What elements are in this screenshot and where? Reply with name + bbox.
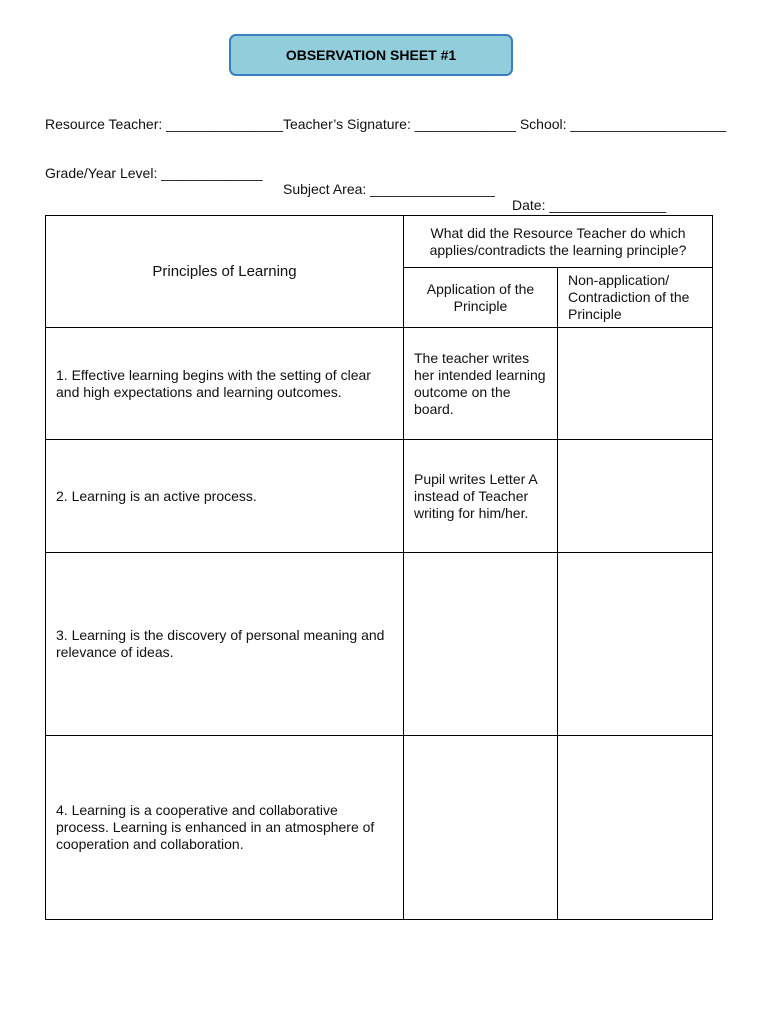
table-row: [46, 736, 713, 920]
principle-cell: 2. Learning is an active process.: [46, 440, 404, 553]
table-row: [46, 328, 713, 440]
table-row: [46, 553, 713, 736]
date-field: Date: _______________: [512, 197, 667, 213]
principle-cell: 1. Effective learning begins with the setting of clear and high expectations and learning outcomes.: [46, 328, 404, 440]
header-fields-row-1: [45, 116, 726, 132]
teacher-signature-field: Teacher’s Signature: _____________: [282, 116, 516, 132]
non-application-cell: [558, 736, 713, 920]
principles-header: Principles of Learning: [46, 216, 404, 328]
resource-teacher-field: Resource Teacher: _______________: [45, 116, 283, 132]
non-application-cell: [558, 553, 713, 736]
application-cell: Pupil writes Letter A instead of Teacher writing for him/her.: [404, 440, 558, 553]
grade-level-field: Grade/Year Level: _____________: [45, 165, 263, 181]
application-cell: [404, 736, 558, 920]
observation-table: [45, 215, 713, 920]
application-header: Application of the Principle: [404, 268, 558, 328]
header-fields-row-2: [45, 149, 725, 213]
sheet-title: OBSERVATION SHEET #1: [229, 34, 513, 76]
non-application-cell: [558, 440, 713, 553]
principle-cell: 3. Learning is the discovery of personal meaning and relevance of ideas.: [46, 553, 404, 736]
question-header: What did the Resource Teacher do which applies/contradicts the learning principle?: [404, 216, 713, 268]
application-cell: [404, 553, 558, 736]
school-field: School: ____________________: [519, 116, 727, 132]
non-application-cell: [558, 328, 713, 440]
subject-area-field: Subject Area: ________________: [283, 181, 495, 197]
table-row: [46, 440, 713, 553]
table-header-row: [46, 216, 713, 268]
non-application-header: Non-application/ Contradiction of the Principle: [558, 268, 713, 328]
application-cell: The teacher writes her intended learning outcome on the board.: [404, 328, 558, 440]
principle-cell: 4. Learning is a cooperative and collaborative process. Learning is enhanced in an atmosphere of cooperation and collaboration.: [46, 736, 404, 920]
